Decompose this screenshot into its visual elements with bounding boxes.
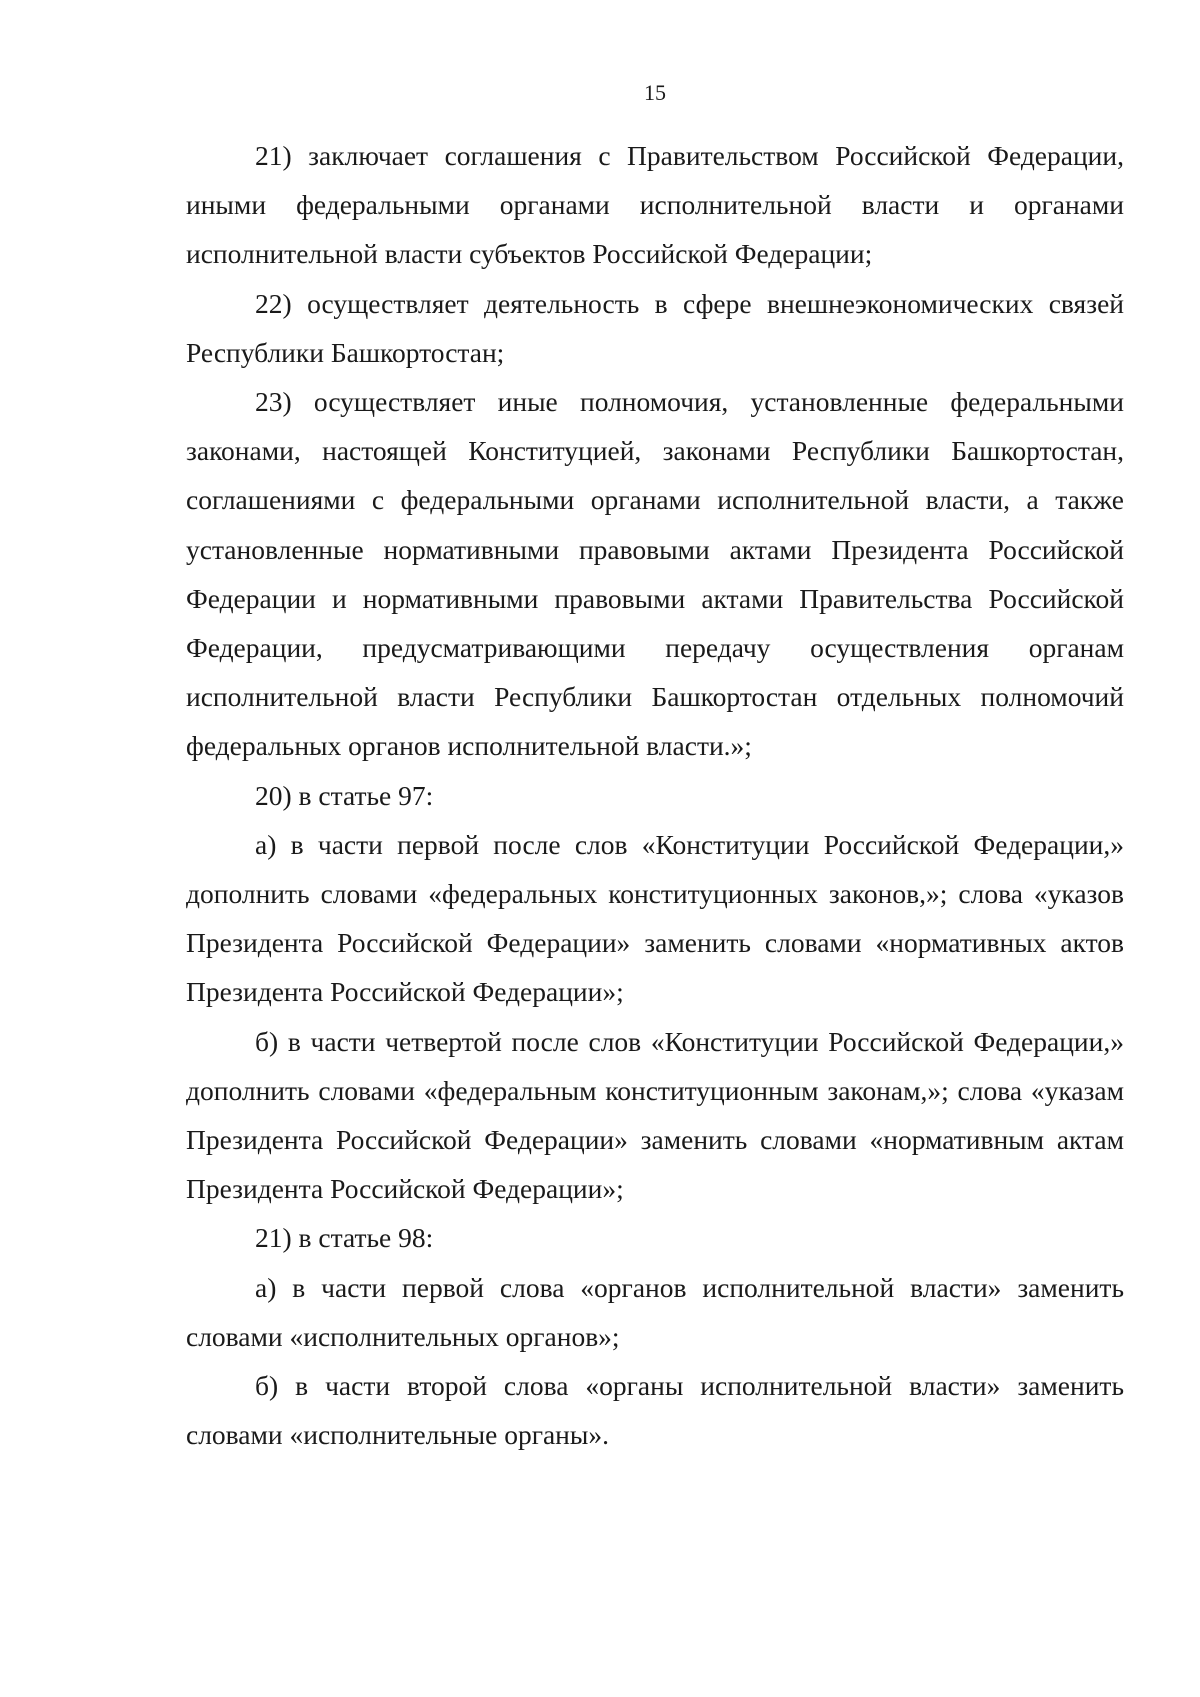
paragraph-article-98-part-a: а) в части первой слова «органов исполнительной власти» заменить словами «исполнительных органов»; [186,1271,1124,1352]
document-body [186,131,1124,1459]
paragraph-amendment-article-98: 21) в статье 98: [255,1222,434,1254]
paragraph-amendment-article-97: 20) в статье 97: [255,779,434,811]
paragraph-item-21-agreements: 21) заключает соглашения с Правительством Российской Федерации, иными федеральными органами исполнительной власти и органами исполнительной власти субъектов Российской Федерации; [186,140,1124,270]
paragraph-article-98-part-b: б) в части второй слова «органы исполнительной власти» заменить словами «исполнительные органы». [186,1370,1124,1451]
paragraph-article-97-part-b: б) в части четвертой после слов «Конституции Российской Федерации,» дополнить словами «федеральным конституционным законам,»; слова «указам Президента Российской Федерации» заменить словами «нормативным актам Президента Российской Федерации»; [186,1025,1124,1205]
paragraph-article-97-part-a: а) в части первой после слов «Конституции Российской Федерации,» дополнить словами «федеральных конституционных законов,»; слова «указов Президента Российской Федерации» заменить словами «нормативных актов Президента Российской Федерации»; [186,828,1124,1008]
page-number: 15 [644,80,666,105]
paragraph-item-22-foreign-economic: 22) осуществляет деятельность в сфере внешнеэкономических связей Республики Башкортостан; [186,287,1124,368]
paragraph-item-23-other-powers: 23) осуществляет иные полномочия, установленные федеральными законами, настоящей Конституцией, законами Республики Башкортостан, соглашениями с федеральными органами исполнительной власти, а также установленные нормативными правовыми актами Президента Российской Федерации и нормативными правовыми актами Правительства Российской Федерации, предусматривающими передачу осуществления органам исполнительной власти Республики Башкортостан отдельных полномочий федеральных органов исполнительной власти.»; [186,386,1124,762]
